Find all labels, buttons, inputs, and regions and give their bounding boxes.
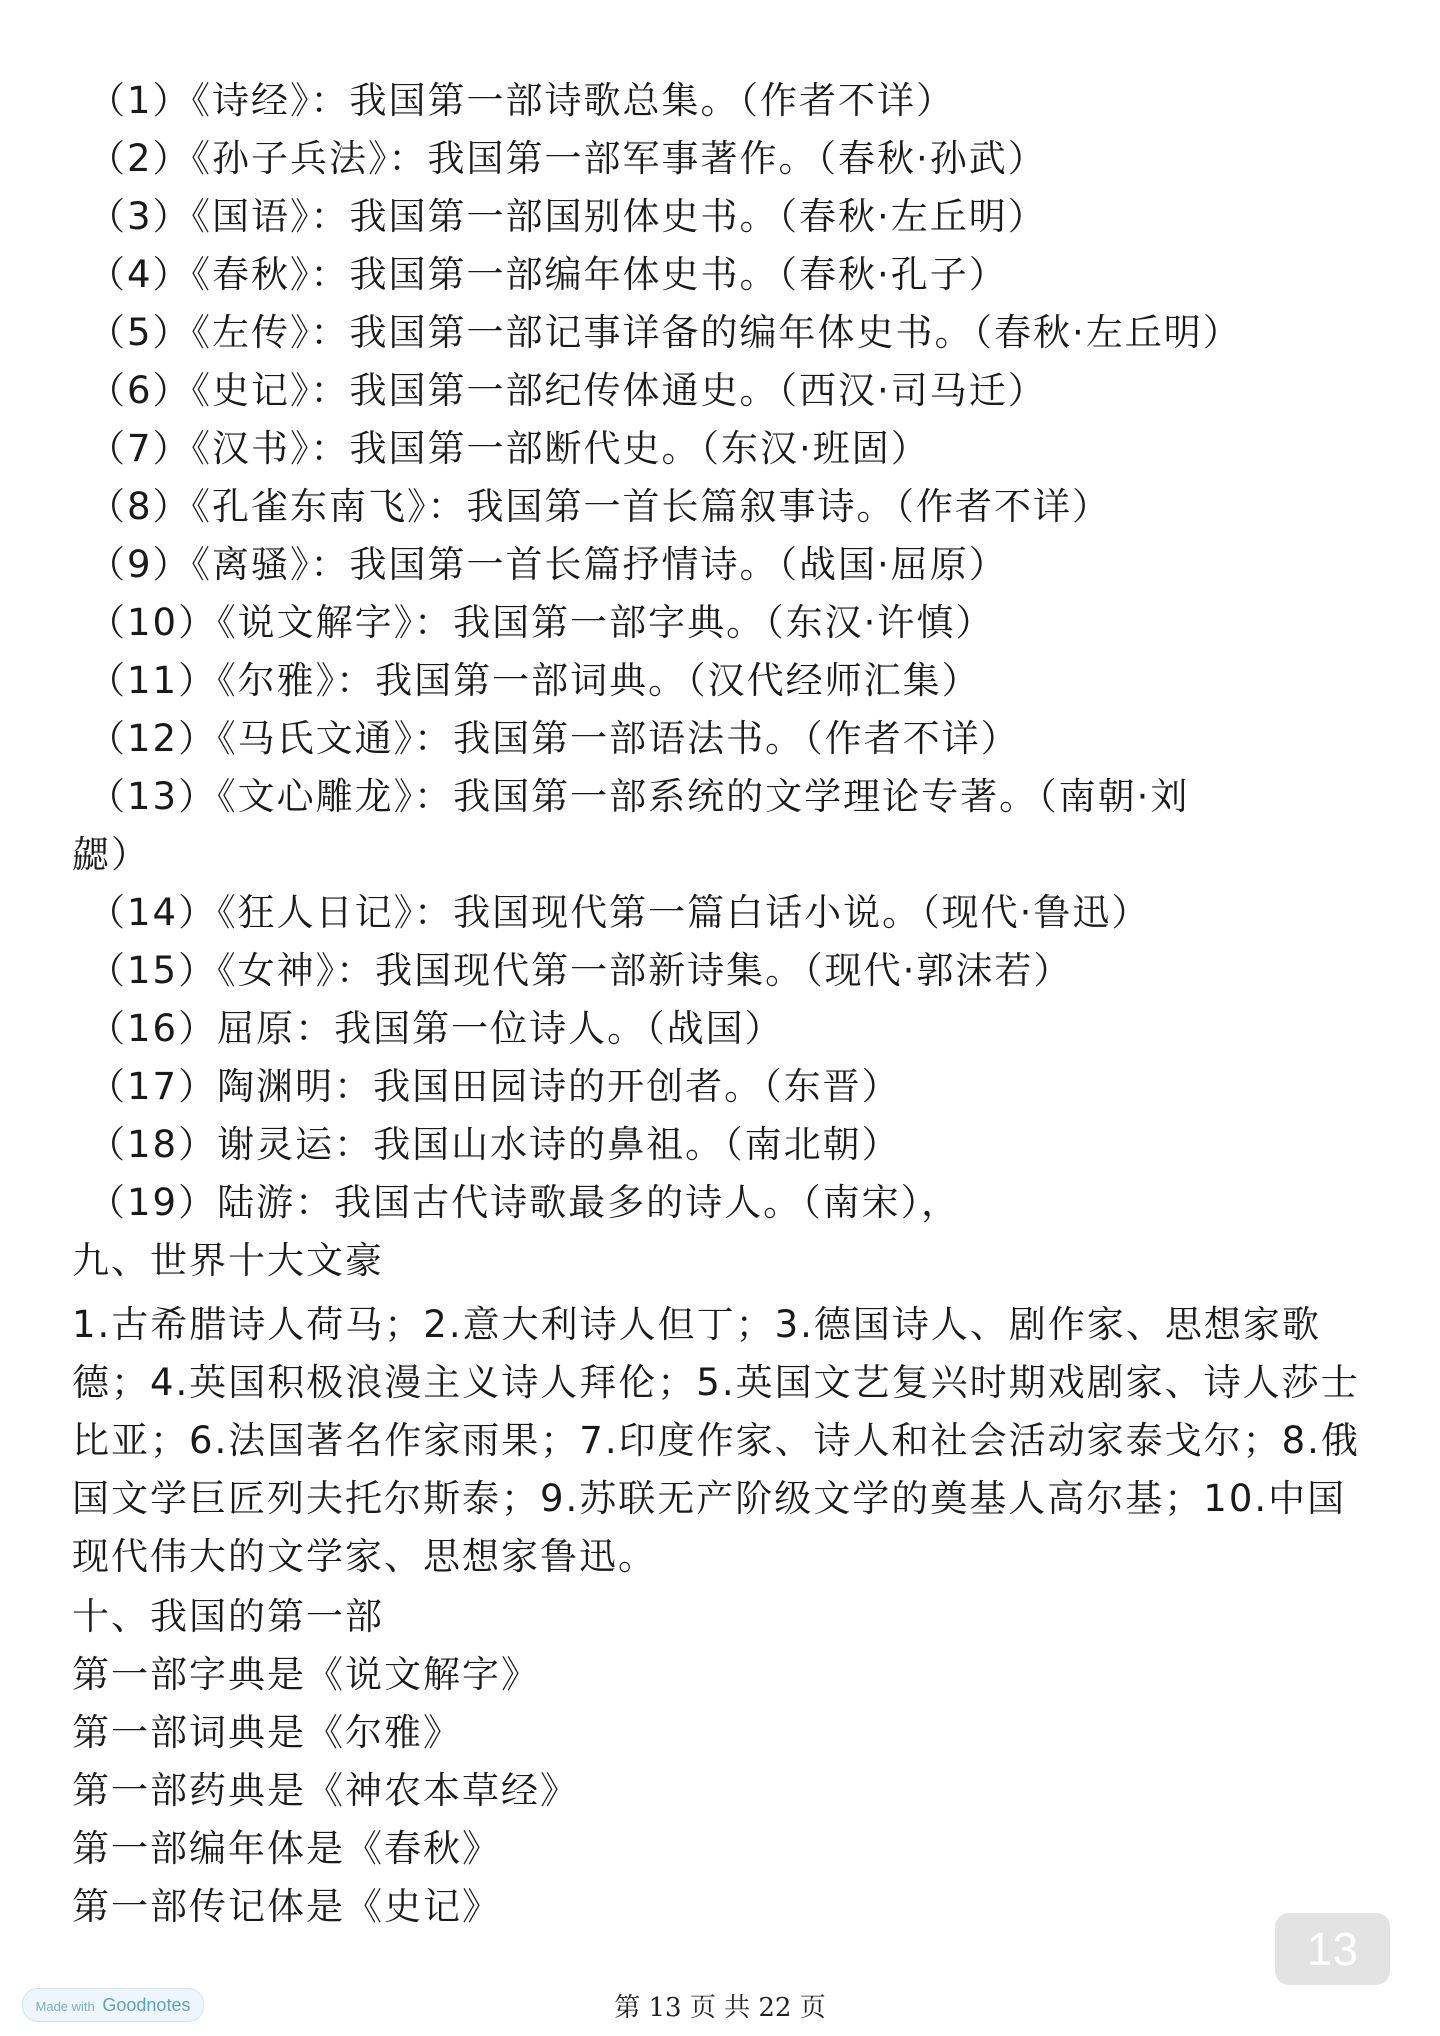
first-item: 第一部药典是《神农本草经》 (72, 1769, 579, 1812)
first-item: 第一部字典是《说文解字》 (72, 1653, 540, 1696)
list-item: （2）《孙子兵法》：我国第一部军事著作。（春秋·孙武） (88, 137, 1047, 180)
first-item: 第一部词典是《尔雅》 (72, 1711, 462, 1754)
list-item: （15）《女神》：我国现代第一部新诗集。（现代·郭沫若） (88, 949, 1073, 992)
page-footer: 第 13 页 共 22 页 (614, 1993, 826, 2023)
list-item: （16）屈原：我国第一位诗人。（战国） (88, 1007, 784, 1050)
page-number-badge: 13 (1275, 1913, 1390, 1985)
list-item: （4）《春秋》：我国第一部编年体史书。（春秋·孔子） (88, 253, 1008, 296)
section-body-9: 1.古希腊诗人荷马；2.意大利诗人但丁；3.德国诗人、剧作家、思想家歌德；4.英国积极浪漫主义诗人拜伦；5.英国文艺复兴时期戏剧家、诗人莎士比亚；6.法国著名作家雨果；7.印度作家、诗人和社会活动家泰戈尔；8.俄国文学巨匠列夫托尔斯泰；9.苏联无产阶级文学的奠基人高尔基；10.中国现代伟大的文学家、思想家鲁迅。 (72, 1303, 1360, 1578)
list-item-continuation: 勰） (72, 833, 150, 876)
goodnotes-watermark (22, 1988, 204, 2022)
list-item: （1）《诗经》：我国第一部诗歌总集。（作者不详） (88, 79, 956, 122)
list-item: （11）《尔雅》：我国第一部词典。（汉代经师汇集） (88, 659, 981, 702)
list-item: （13）《文心雕龙》：我国第一部系统的文学理论专著。（南朝·刘 (88, 775, 1190, 818)
section-heading-9: 九、世界十大文豪 (72, 1239, 384, 1282)
list-item: （3）《国语》：我国第一部国别体史书。（春秋·左丘明） (88, 195, 1047, 238)
list-item: （5）《左传》：我国第一部记事详备的编年体史书。（春秋·左丘明） (88, 311, 1242, 354)
list-item: （10）《说文解字》：我国第一部字典。（东汉·许慎） (88, 601, 995, 644)
list-item: （7）《汉书》：我国第一部断代史。（东汉·班固） (88, 427, 930, 470)
list-item: （14）《狂人日记》：我国现代第一篇白话小说。（现代·鲁迅） (88, 891, 1151, 934)
list-item: （18）谢灵运：我国山水诗的鼻祖。（南北朝） (88, 1123, 901, 1166)
list-item: （6）《史记》：我国第一部纪传体通史。（西汉·司马迁） (88, 369, 1047, 412)
list-item: （19）陆游：我国古代诗歌最多的诗人。（南宋）， (88, 1181, 961, 1224)
list-item: （8）《孔雀东南飞》：我国第一首长篇叙事诗。（作者不详） (88, 485, 1112, 528)
list-item: （17）陶渊明：我国田园诗的开创者。（东晋） (88, 1065, 901, 1108)
first-item: 第一部编年体是《春秋》 (72, 1827, 501, 1870)
list-item: （9）《离骚》：我国第一首长篇抒情诗。（战国·屈原） (88, 543, 1008, 586)
watermark-brand: Goodnotes (102, 1995, 191, 2015)
watermark-prefix: Made with (35, 1999, 95, 2014)
list-item: （12）《马氏文通》：我国第一部语法书。（作者不详） (88, 717, 1020, 760)
first-item: 第一部传记体是《史记》 (72, 1885, 501, 1928)
section-heading-10: 十、我国的第一部 (72, 1595, 384, 1638)
